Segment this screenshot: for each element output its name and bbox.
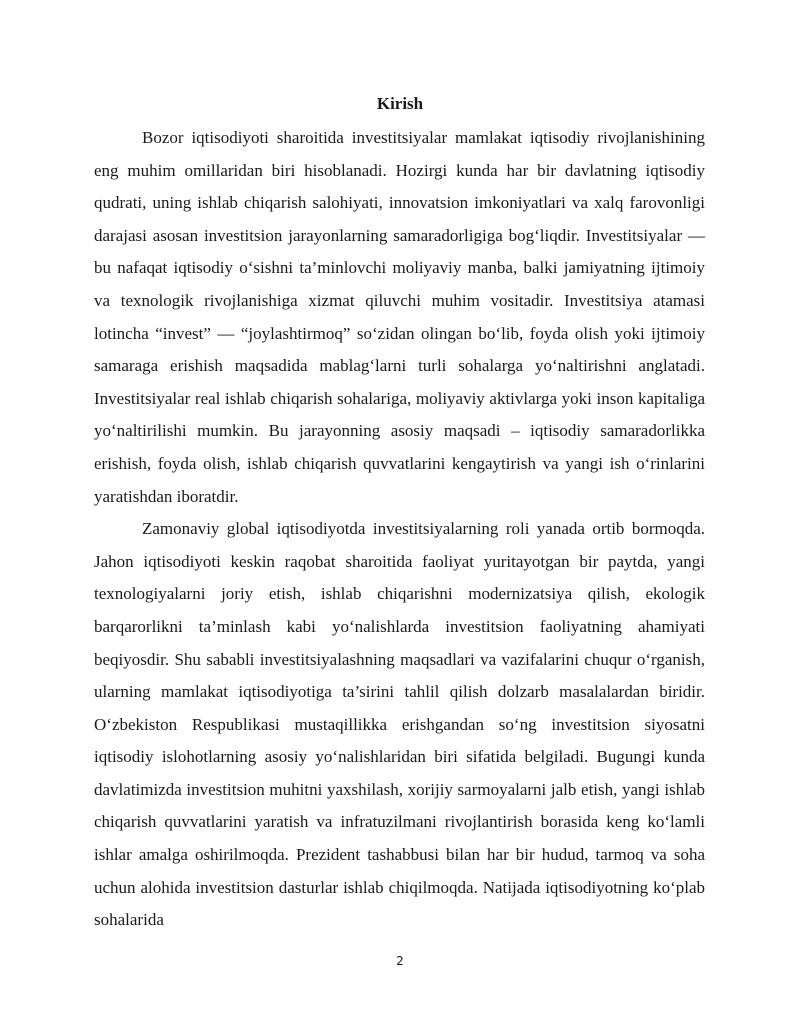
page-number: 2 (396, 954, 404, 968)
body-text (94, 122, 705, 937)
paragraph-2: Zamonaviy global iqtisodiyotda investitsiyalarning roli yanada ortib bormoqda. Jahon iqtisodiyoti keskin raqobat sharoitida faoliyat yuritayotgan bir paytda, yangi texnologiyalarni joriy etish, ishlab chiqarishni modernizatsiya qilish, ekologik barqarorlikni ta’minlash kabi yo‘nalishlarda investitsion faoliyatning ahamiyati beqiyosdir. Shu sababli investitsiyalashning maqsadlari va vazifalarini chuqur o‘rganish, ularning mamlakat iqtisodiyotiga ta’sirini tahlil qilish dolzarb masalalardan biridir. O‘zbekiston Respublikasi mustaqillikka erishgandan so‘ng investitsion siyosatni iqtisodiy islohotlarning asosiy yo‘nalishlaridan biri sifatida belgiladi. Bugungi kunda davlatimizda investitsion muhitni yaxshilash, xorijiy sarmoyalarni jalb etish, yangi ishlab chiqarish quvvatlarini yaratish va infratuzilmani rivojlantirish borasida keng ko‘lamli ishlar amalga oshirilmoqda. Prezident tashabbusi bilan har bir hudud, tarmoq va soha uchun alohida investitsion dasturlar ishlab chiqilmoqda. Natijada iqtisodiyotning ko‘plab sohalarida (94, 519, 705, 930)
paragraph-1: Bozor iqtisodiyoti sharoitida investitsiyalar mamlakat iqtisodiy rivojlanishining eng muhim omillaridan biri hisoblanadi. Hozirgi kunda har bir davlatning iqtisodiy qudrati, uning ishlab chiqarish salohiyati, innovatsion imkoniyatlari va xalq farovonligi darajasi asosan investitsion jarayonlarning samaradorligiga bog‘liqdir. Investitsiyalar — bu nafaqat iqtisodiy o‘sishni ta’minlovchi moliyaviy manba, balki jamiyatning ijtimoiy va texnologik rivojlanishiga xizmat qiluvchi muhim vositadir. Investitsiya atamasi lotincha “invest” — “joylashtirmoq” so‘zidan olingan bo‘lib, foyda olish yoki ijtimoiy samaraga erishish maqsadida mablag‘larni turli sohalarga yo‘naltirishni anglatadi. Investitsiyalar real ishlab chiqarish sohalariga, moliyaviy aktivlarga yoki inson kapitaliga yo‘naltirilishi mumkin. Bu jarayonning asosiy maqsadi – iqtisodiy samaradorlikka erishish, foyda olish, ishlab chiqarish quvvatlarini kengaytirish va yangi ish o‘rinlarini yaratishdan iboratdir. (94, 128, 705, 506)
section-heading: Kirish (376, 94, 424, 113)
